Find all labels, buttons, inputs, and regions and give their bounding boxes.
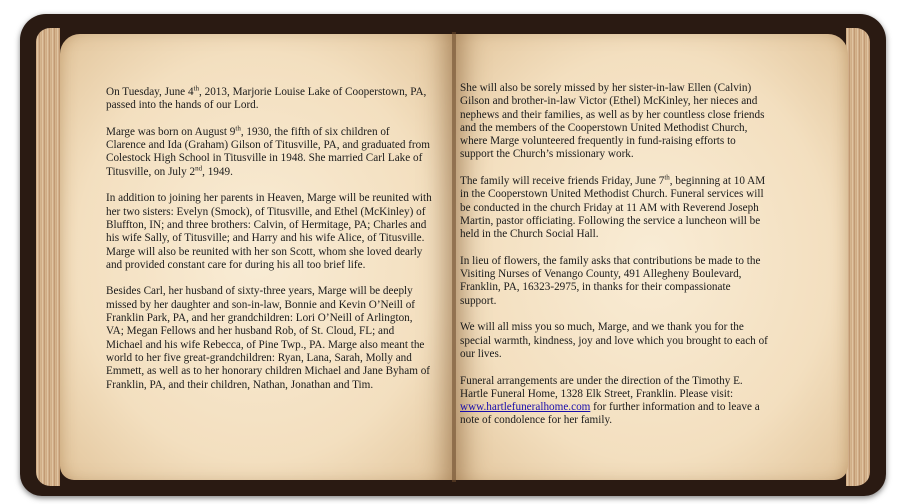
funeral-home-link[interactable]: www.hartlefuneralhome.com [460, 401, 591, 414]
paragraph-birth: Marge was born on August 9th, 1930, the fifth of six children of Clarence and Ida (Graham) Gilson of Titusville, PA, and graduated from Colestock High School in Titusville in 1948. She married Carl Lake of Titusville, on July 2nd, 1949. [106, 124, 430, 178]
paragraph-survivors: Besides Carl, her husband of sixty-three years, Marge will be deeply missed by her daughter and son-in-law, Bonnie and Kevin O’Neill of Franklin Park, PA, and her grandchildren: Lori O’Neill of Arlington, VA; Megan Fellows and her husband Rob, of St. Cloud, FL; and Michael and his wife Rebecca, of Pine Twp., PA. Marge also meant the world to her five great-grandchildren: Ryan, Lana, Sarah, Molly and Emmett, as well as to her honorary children Michael and Jane Byham of Franklin, PA, and their children, Nathan, Jonathan and Tim. [106, 285, 431, 391]
paragraph-missed: She will also be sorely missed by her sister-in-law Ellen (Calvin) Gilson and brother-in-law Victor (Ethel) McKinley, her nieces and nephews and their families, as well as by her countless close friends and the members of the Cooperstown United Methodist Church, where Marge volunteered frequently in fund-raising efforts to support the Church’s missionary work. [460, 82, 765, 161]
paragraph-farewell: We will all miss you so much, Marge, and we thank you for the special warmth, kindness, joy and love which you brought to each of our lives. [460, 321, 768, 360]
paragraph-passing: On Tuesday, June 4th, 2013, Marjorie Louise Lake of Cooperstown, PA, passed into the hands of our Lord. [106, 84, 427, 112]
right-page-edges [846, 28, 870, 486]
left-page-edges [36, 28, 60, 486]
paragraph-arrangements: Funeral arrangements are under the direction of the Timothy E. Hartle Funeral Home, 1328 Elk Street, Franklin. Please visit: www.hartlefuneralhome.com for further information and to leave a note of condolence for her family. [460, 374, 760, 427]
paragraph-services: The family will receive friends Friday, June 7th, beginning at 10 AM in the Cooperstown United Methodist Church. Funeral services will be conducted in the church Friday at 11 AM with Reverend Joseph Martin, pastor officiating. Following the service a luncheon will be held in the Church Social Hall. [460, 173, 766, 241]
paragraph-contributions: In lieu of flowers, the family asks that contributions be made to the Visiting Nurses of Venango County, 491 Allegheny Boulevard, Franklin, PA, 16323-2975, in thanks for their compassionate support. [460, 254, 761, 307]
paragraph-reunited: In addition to joining her parents in Heaven, Marge will be reunited with her two sisters: Evelyn (Smock), of Titusville, and Ethel (McKinley) of Bluffton, IN; and three brothers: Calvin, of Hermitage, PA; Charles and his wife Sally, of Titusville; and Harry and his wife Alice, of Titusville. Marge will also be reunited with her son Scott, whom she loved dearly and provided constant care for during his all too brief life. [106, 192, 432, 271]
left-page-text [106, 86, 432, 405]
right-page-text [460, 82, 768, 441]
book-spine [452, 32, 456, 482]
